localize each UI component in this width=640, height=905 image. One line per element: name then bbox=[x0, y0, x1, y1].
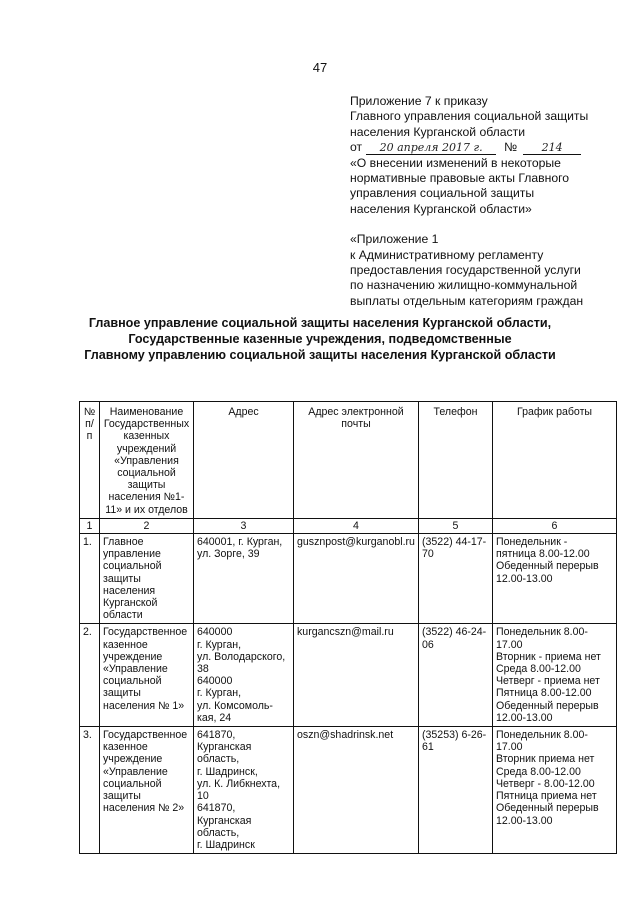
order-date-number-line bbox=[350, 140, 612, 155]
sub-appendix-line: «Приложение 1 bbox=[350, 232, 439, 247]
row-number: 3. bbox=[80, 727, 100, 854]
column-number: 3 bbox=[194, 518, 294, 533]
header-cell-name: Наименование Государственных казенных учреждений «Управления социальной защиты населения №1- 11» и их отделов bbox=[100, 402, 194, 519]
institution-name: Главное управление социальной защиты населения Курганской области bbox=[100, 534, 194, 624]
institution-address: 640001, г. Курган, ул. Зорге, 39 bbox=[194, 534, 294, 624]
sub-appendix-line: по назначению жилищно-коммунальной bbox=[350, 278, 578, 293]
order-title-line: управления социальной защиты bbox=[350, 186, 535, 201]
header-cell-phone: Телефон bbox=[419, 402, 493, 519]
institution-phone: (3522) 46-24- 06 bbox=[419, 624, 493, 727]
header-cell-schedule: График работы bbox=[493, 402, 617, 519]
row-number: 1. bbox=[80, 534, 100, 624]
header-cell-email: Адрес электронной почты bbox=[294, 402, 419, 519]
sub-appendix-line: выплаты отдельным категориям граждан bbox=[350, 293, 584, 308]
header-cell-num: № п/п bbox=[80, 402, 100, 519]
header-cell-address: Адрес bbox=[194, 402, 294, 519]
table-row bbox=[80, 624, 617, 727]
appendix-line: Приложение 7 к приказу bbox=[350, 94, 488, 108]
table-row bbox=[80, 727, 617, 854]
table-row bbox=[80, 534, 617, 624]
page-number: 47 bbox=[312, 60, 328, 75]
column-number: 2 bbox=[100, 518, 194, 533]
heading-line: Главному управлению социальной защиты населения Курганской области bbox=[84, 347, 556, 362]
column-number: 1 bbox=[80, 518, 100, 533]
institution-email: kurgancszn@mail.ru bbox=[294, 624, 419, 727]
heading-line: Главное управление социальной защиты населения Курганской области, bbox=[88, 316, 552, 330]
column-number: 5 bbox=[419, 518, 493, 533]
sub-appendix-line: к Административному регламенту bbox=[350, 247, 544, 262]
institution-schedule: Понедельник 8.00- 17.00 Вторник приема нет Среда 8.00-12.00 Четверг - 8.00-12.00 Пятница приема нет Обеденный перерыв 12.00-13.00 bbox=[493, 727, 617, 854]
order-title-line: «О внесении изменений в некоторые bbox=[350, 155, 561, 170]
institutions-table bbox=[79, 401, 617, 854]
institution-name: Государственное казенное учреждение «Управление социальной защиты населения № 2» bbox=[100, 727, 194, 854]
institution-address: 640000 г. Курган, ул. Володарского, 38 640000 г. Курган, ул. Комсомоль- кая, 24 bbox=[194, 624, 294, 727]
column-number: 4 bbox=[294, 518, 419, 533]
institution-schedule: Понедельник 8.00- 17.00 Вторник - приема нет Среда 8.00-12.00 Четверг - приема нет Пятница 8.00-12.00 Обеденный перерыв 12.00-13.00 bbox=[493, 624, 617, 727]
appendix-line: Главного управления социальной защиты bbox=[350, 109, 589, 124]
handwritten-number: 214 bbox=[523, 141, 581, 155]
institution-email: gusznpost@kurganobl.ru bbox=[294, 534, 419, 624]
institution-address: 641870, Курганская область, г. Шадринск, ул. К. Либкнехта, 10 641870, Курганская область, г. Шадринск bbox=[194, 727, 294, 854]
table-header-row bbox=[80, 402, 617, 519]
from-label: от bbox=[350, 140, 363, 155]
handwritten-date: 20 апреля 2017 г. bbox=[366, 141, 496, 155]
column-number: 6 bbox=[493, 518, 617, 533]
row-number: 2. bbox=[80, 624, 100, 727]
order-title-line: нормативные правовые акты Главного bbox=[350, 171, 570, 186]
document-heading bbox=[0, 316, 640, 363]
institution-phone: (35253) 6-26- 61 bbox=[419, 727, 493, 854]
appendix-block bbox=[350, 94, 612, 309]
column-number-row bbox=[80, 518, 617, 533]
institution-phone: (3522) 44-17- 70 bbox=[419, 534, 493, 624]
appendix-line: населения Курганской области bbox=[350, 124, 526, 139]
institution-email: oszn@shadrinsk.net bbox=[294, 727, 419, 854]
order-title-line: населения Курганской области» bbox=[350, 201, 532, 216]
institution-schedule: Понедельник - пятница 8.00-12.00 Обеденный перерыв 12.00-13.00 bbox=[493, 534, 617, 624]
heading-line: Государственные казенные учреждения, подведомственные bbox=[128, 331, 512, 346]
sub-appendix-line: предоставления государственной услуги bbox=[350, 263, 581, 278]
number-label: № bbox=[504, 140, 518, 155]
institution-name: Государственное казенное учреждение «Управление социальной защиты населения № 1» bbox=[100, 624, 194, 727]
